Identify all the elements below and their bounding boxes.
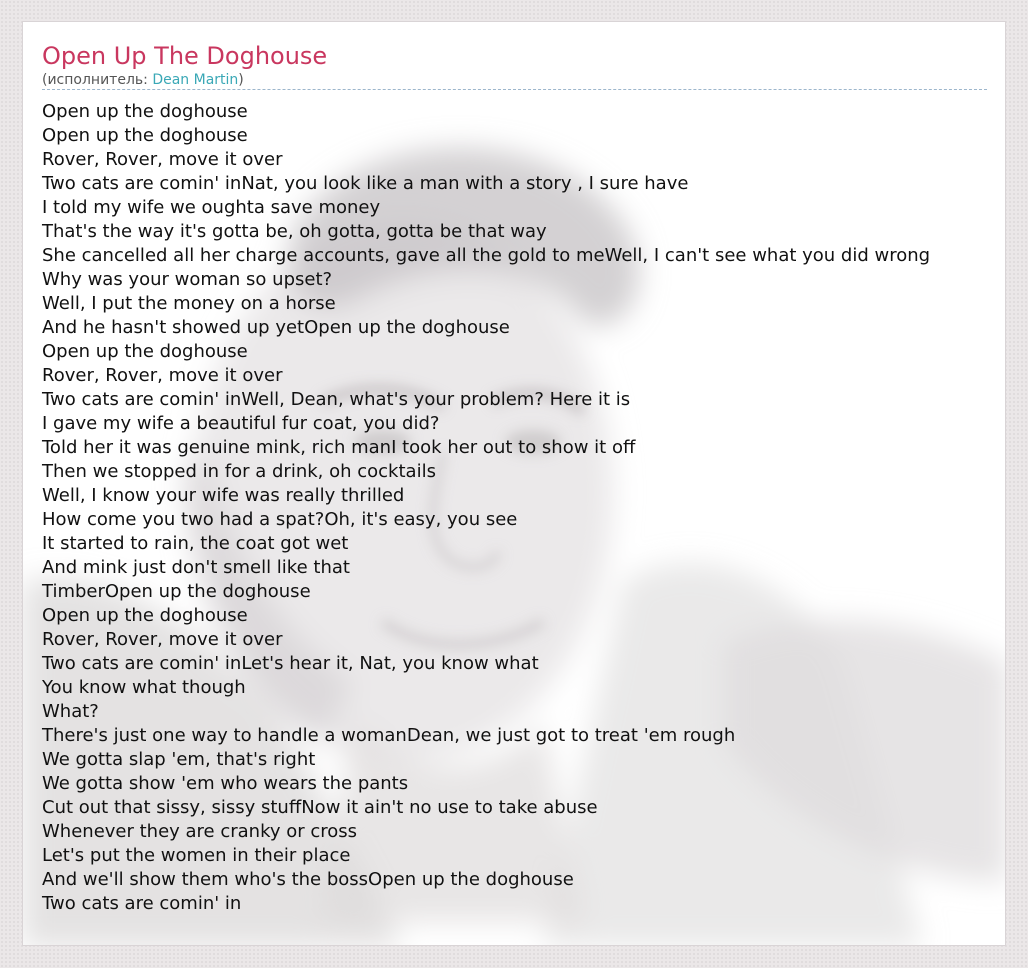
lyric-line: I told my wife we oughta save money [42, 197, 381, 218]
performer-line [42, 71, 244, 89]
lyric-line: And we'll show them who's the bossOpen up the doghouse [42, 869, 574, 890]
lyric-line: Why was your woman so upset? [42, 269, 333, 290]
lyric-line: Two cats are comin' inNat, you look like a man with a story , I sure have [42, 173, 689, 194]
lyric-line: Open up the doghouse [42, 605, 248, 626]
lyrics-text [42, 100, 1004, 916]
lyric-line: Two cats are comin' inLet's hear it, Nat, you know what [42, 653, 539, 674]
lyric-line: I gave my wife a beautiful fur coat, you did? [42, 413, 440, 434]
lyric-line: That's the way it's gotta be, oh gotta, gotta be that way [42, 221, 547, 242]
lyric-line: She cancelled all her charge accounts, gave all the gold to meWell, I can't see what you did wrong [42, 245, 931, 266]
lyric-line: Whenever they are cranky or cross [42, 821, 358, 842]
lyrics-card [22, 21, 1006, 946]
lyric-line: We gotta show 'em who wears the pants [42, 773, 409, 794]
lyric-line: Rover, Rover, move it over [42, 629, 283, 650]
lyric-line: Rover, Rover, move it over [42, 365, 283, 386]
lyric-line: Two cats are comin' inWell, Dean, what's your problem? Here it is [42, 389, 631, 410]
lyric-line: We gotta slap 'em, that's right [42, 749, 316, 770]
lyric-line: You know what though [42, 677, 246, 698]
lyric-line: And mink just don't smell like that [42, 557, 350, 578]
lyric-line: What? [42, 701, 99, 722]
performer-prefix: (исполнитель: [42, 72, 153, 88]
lyric-line: Open up the doghouse [42, 101, 248, 122]
lyric-line: And he hasn't showed up yetOpen up the doghouse [42, 317, 510, 338]
performer-suffix: ) [238, 72, 244, 88]
lyric-line: Cut out that sissy, sissy stuffNow it ain't no use to take abuse [42, 797, 598, 818]
lyric-line: Let's put the women in their place [42, 845, 351, 866]
artist-link[interactable]: Dean Martin [152, 72, 239, 88]
lyric-line: Told her it was genuine mink, rich manI took her out to show it off [42, 437, 636, 458]
lyric-line: Two cats are comin' in [42, 893, 242, 914]
lyric-line: TimberOpen up the doghouse [42, 581, 311, 602]
lyric-line: Rover, Rover, move it over [42, 149, 283, 170]
lyric-line: How come you two had a spat?Oh, it's easy, you see [42, 509, 518, 530]
title-divider [42, 89, 987, 90]
lyric-line: Then we stopped in for a drink, oh cocktails [42, 461, 436, 482]
lyric-line: Open up the doghouse [42, 125, 248, 146]
lyric-line: There's just one way to handle a womanDean, we just got to treat 'em rough [42, 725, 736, 746]
lyric-line: Well, I put the money on a horse [42, 293, 336, 314]
lyric-line: Open up the doghouse [42, 341, 248, 362]
lyric-line: It started to rain, the coat got wet [42, 533, 349, 554]
song-title: Open Up The Doghouse [42, 42, 328, 70]
lyric-line: Well, I know your wife was really thrilled [42, 485, 405, 506]
